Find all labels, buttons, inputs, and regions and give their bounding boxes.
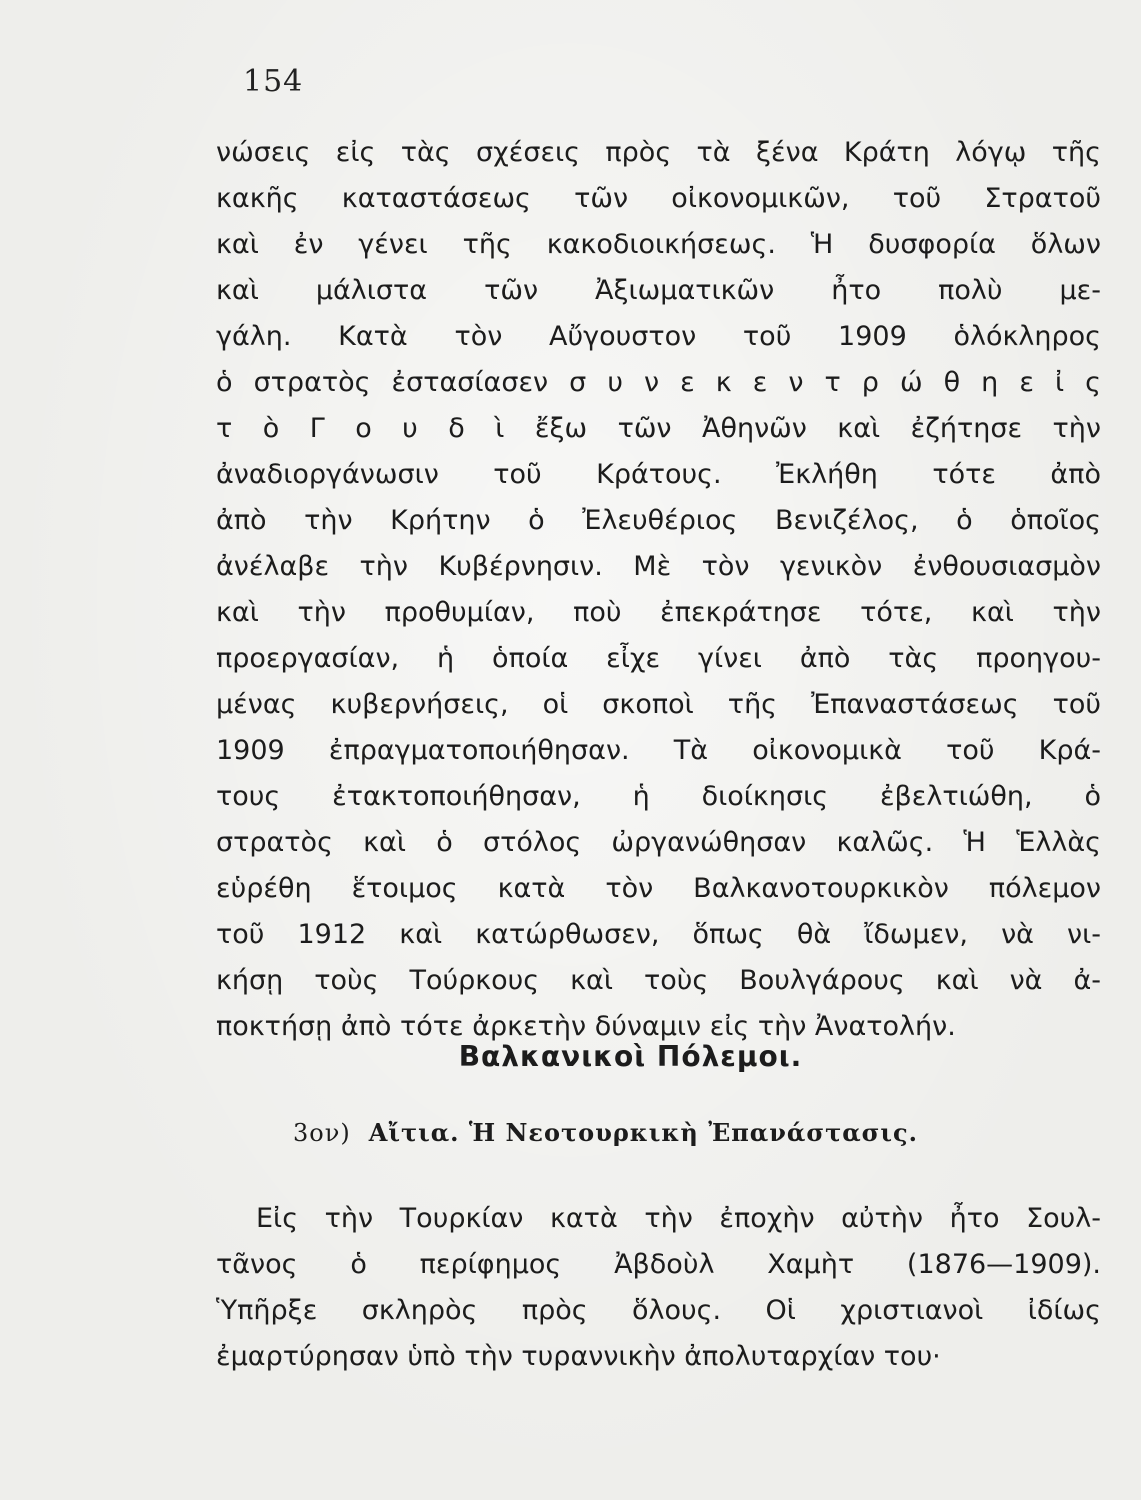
section-title: Βαλκανικοὶ Πόλεμοι. bbox=[458, 1040, 803, 1073]
text-line: κήσῃ τοὺς Τούρκους καὶ τοὺς Βουλγάρους καὶ νὰ ἀ- bbox=[216, 965, 1101, 996]
text-line: καὶ ἐν γένει τῆς κακοδιοικήσεως. Ἡ δυσφορία ὅλων bbox=[216, 229, 1101, 260]
text-line: κακῆς καταστάσεως τῶν οἰκονομικῶν, τοῦ Στρατοῦ bbox=[216, 183, 1101, 214]
text-line: ἀνέλαβε τὴν Κυβέρνησιν. Μὲ τὸν γενικὸν ἐνθουσιασμὸν bbox=[216, 551, 1101, 582]
text-line: ὁ στρατὸς ἐστασίασεν σ υ ν ε κ ε ν τ ρ ώ θ η ε ἰ ς bbox=[216, 367, 1101, 398]
text-line: στρατὸς καὶ ὁ στόλος ὠργανώθησαν καλῶς. Ἡ Ἑλλὰς bbox=[216, 827, 1101, 858]
sub-heading bbox=[0, 1118, 1141, 1147]
text-line: γάλη. Κατὰ τὸν Αὔγουστον τοῦ 1909 ὁλόκληρος bbox=[216, 321, 1101, 352]
paragraph-1 bbox=[216, 130, 1101, 1050]
text-line: ἐμαρτύρησαν ὑπὸ τὴν τυραννικὴν ἀπολυταρχίαν του· bbox=[216, 1341, 941, 1372]
text-line: τᾶνος ὁ περίφημος Ἀβδοὺλ Χαμὴτ (1876—1909). bbox=[216, 1249, 1101, 1280]
text-line: καὶ τὴν προθυμίαν, ποὺ ἐπεκράτησε τότε, καὶ τὴν bbox=[216, 597, 1101, 628]
text-line: ποκτήσῃ ἀπὸ τότε ἀρκετὴν δύναμιν εἰς τὴν Ἀνατολήν. bbox=[216, 1011, 956, 1042]
text-line: τοῦ 1912 καὶ κατώρθωσεν, ὅπως θὰ ἴδωμεν, νὰ νι- bbox=[216, 919, 1101, 950]
text-line: τ ὸ Γ ο υ δ ὶ ἔξω τῶν Ἀθηνῶν καὶ ἐζήτησε τὴν bbox=[216, 413, 1101, 444]
sub-heading-text: Αἴτια. Ἡ Νεοτουρκικὴ Ἐπανάστασις. bbox=[368, 1118, 918, 1147]
text-line: Ὑπῆρξε σκληρὸς πρὸς ὅλους. Οἱ χριστιανοὶ ἰδίως bbox=[216, 1295, 1101, 1326]
text-line: τους ἐτακτοποιήθησαν, ἡ διοίκησις ἐβελτιώθη, ὁ bbox=[216, 781, 1101, 812]
text-line: εὑρέθη ἕτοιμος κατὰ τὸν Βαλκανοτουρκικὸν πόλεμον bbox=[216, 873, 1101, 904]
text-line: ἀναδιοργάνωσιν τοῦ Κράτους. Ἐκλήθη τότε ἀπὸ bbox=[216, 459, 1101, 490]
sub-heading-number: 3ον) bbox=[293, 1119, 351, 1147]
text-line: Εἰς τὴν Τουρκίαν κατὰ τὴν ἐποχὴν αὐτὴν ἦτο Σουλ- bbox=[256, 1203, 1101, 1234]
text-line: μένας κυβερνήσεις, οἱ σκοποὶ τῆς Ἐπαναστάσεως τοῦ bbox=[216, 689, 1101, 720]
page-number: 154 bbox=[243, 64, 304, 99]
text-line: προεργασίαν, ἡ ὁποία εἶχε γίνει ἀπὸ τὰς προηγου- bbox=[216, 643, 1101, 674]
text-line: ἀπὸ τὴν Κρήτην ὁ Ἐλευθέριος Βενιζέλος, ὁ ὁποῖος bbox=[216, 505, 1101, 536]
text-line: νώσεις εἰς τὰς σχέσεις πρὸς τὰ ξένα Κράτη λόγῳ τῆς bbox=[216, 137, 1101, 168]
paragraph-2 bbox=[216, 1196, 1101, 1380]
text-line: 1909 ἐπραγματοποιήθησαν. Τὰ οἰκονομικὰ τοῦ Κρά- bbox=[216, 735, 1101, 766]
text-line: καὶ μάλιστα τῶν Ἀξιωματικῶν ἦτο πολὺ με- bbox=[216, 275, 1101, 306]
